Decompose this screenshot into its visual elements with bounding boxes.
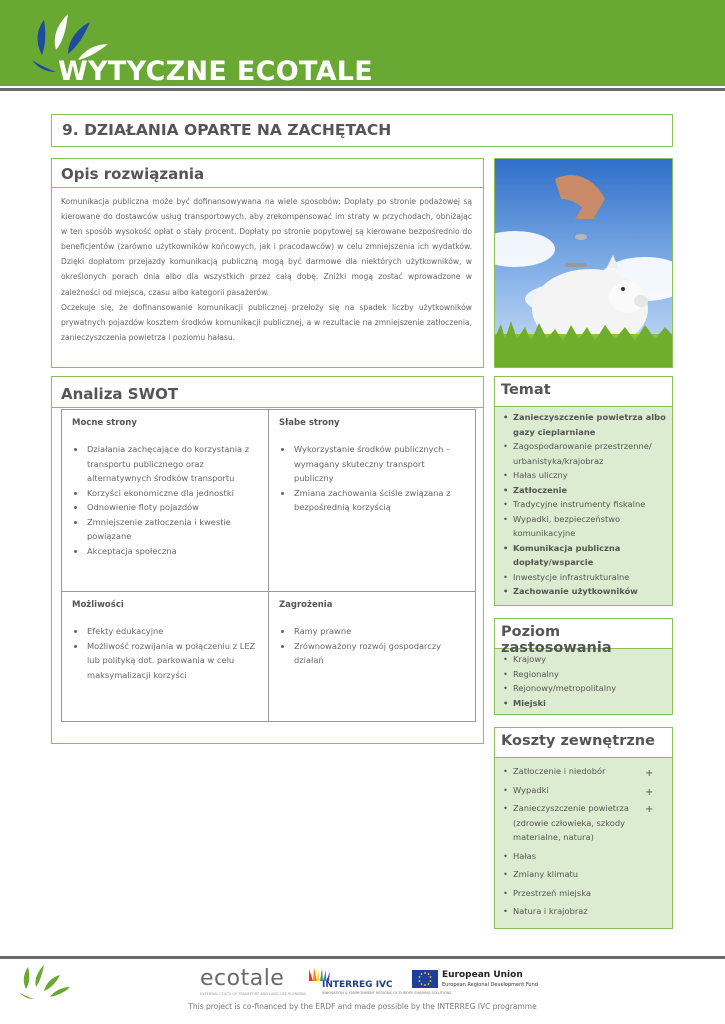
list-item: • Zmiana zachowania ściśle związana z bezpośrednią korzyścią (293, 486, 465, 515)
list-item: • Hałas (513, 849, 672, 864)
list-item: • Natura i krajobraz (513, 904, 672, 919)
swot-heading: Analiza SWOT (61, 385, 179, 403)
weaknesses-list (279, 442, 465, 515)
divider (52, 187, 483, 188)
swot-grid (61, 409, 476, 722)
list-item: • Możliwość rozwijania w połączeniu z LEZ lub polityką dot. parkowania w celu maksymalizacji korzyści (86, 639, 258, 683)
section-title: 9. DZIAŁANIA OPARTE NA ZACHĘTACH (51, 114, 673, 147)
application-level-panel (494, 618, 673, 715)
plus-icon: + (645, 768, 654, 779)
description-paragraph: Oczekuje się, że dofinansowanie komunikacji publicznej przełoży się na spadek liczby użytkowników prywatnych pojazdów kosztem środków komunikacji publicznej, a w rezultacie na zmniejszenie zatłoczenia, zanieczyszczenia powietrza i poziomu hałasu. (61, 302, 472, 342)
list-item: • Akceptacja społeczna (86, 544, 258, 559)
description-paragraph: Komunikacja publiczna może być dofinansowywana na wiele sposobów: Dopłaty po stronie podażowej są kierowane do dostawców usług transportowych, aby zrekompensować im straty w przychodach, obniżając w ten sposób wysokość opłat o stały procent. Dopłaty po stronie popytowej są kierowane bezpośrednio do beneficjentów (zarówno użytkowników końcowych, jak i pracodawców) w celu zmniejszenia ich wydatków. Dzięki dopłatom przejazdy komunikacją publiczną mogą być darmowe dla niektórych użytkowników, w określonych porach dnia albo dla wszystkich przez całą dobę. Zniżki mogą zostać wprowadzone w zależności od miejsca, czasu albo kategorii pasażerów. (61, 197, 472, 297)
topic-panel (494, 376, 673, 606)
list-item: • Inwestycje infrastrukturalne (513, 570, 672, 585)
strengths-cell (62, 410, 268, 591)
list-item: • Zatłoczenie i niedobór (513, 764, 672, 779)
divider (52, 407, 483, 408)
list-item: • Korzyści ekonomiczne dla jednostki (86, 486, 258, 501)
list-item: • Miejski (513, 696, 672, 711)
list-item: • Regionalny (513, 667, 672, 682)
list-item: • Hałas uliczny (513, 468, 672, 483)
strengths-list (72, 442, 258, 558)
application-level-heading: Poziom zastosowania (495, 619, 672, 649)
opportunities-title: Możliwości (72, 600, 124, 610)
list-item: • Rejonowy/metropolitalny (513, 681, 672, 696)
description-heading: Opis rozwiązania (61, 165, 205, 183)
eu-title: European Union (442, 970, 523, 980)
ecotale-tagline: EXTERNAL COSTS OF TRANSPORT AND LAND-USE PLANNING (200, 992, 307, 996)
list-item: • Zagospodarowanie przestrzenne/ urbanistyka/krajobraz (513, 439, 672, 468)
list-item: • Zanieczyszczenie powietrza albo gazy cieplarniane (513, 410, 672, 439)
list-item: • Ramy prawne (293, 624, 465, 639)
application-level-list (495, 649, 672, 710)
list-item: • Przestrzeń miejska (513, 886, 672, 901)
description-text (61, 194, 472, 345)
list-item: • Efekty edukacyjne (86, 624, 258, 639)
list-item: • Zmniejszenie zatłoczenia i kwestie powiązane (86, 515, 258, 544)
plus-icon: + (645, 787, 654, 798)
document-title: WYTYCZNE ECOTALE (58, 56, 374, 87)
plus-icon: + (645, 804, 654, 815)
list-item: • Działania zachęcające do korzystania z transportu publicznego oraz alternatywnych środków transportu (86, 442, 258, 486)
list-item: • Zrównoważony rozwój gospodarczy działań (293, 639, 465, 668)
external-costs-panel (494, 727, 673, 929)
threats-list (279, 624, 465, 668)
interreg-tagline: INNOVATION & ENVIRONMENT REGIONS OF EUROPE SHARING SOLUTIONS (322, 991, 452, 995)
eu-flag-icon (412, 970, 438, 988)
opportunities-cell (62, 592, 268, 722)
list-item: • Komunikacja publiczna dopłaty/wsparcie (513, 541, 672, 570)
list-item: • Wykorzystanie środków publicznych – wymagany skuteczny transport publiczny (293, 442, 465, 486)
opportunities-list (72, 624, 258, 682)
leaves-logo-icon (20, 965, 70, 999)
interreg-logo-text: INTERREG IVC (322, 980, 393, 990)
external-costs-list (495, 758, 672, 919)
weaknesses-title: Słabe strony (279, 418, 340, 428)
piggy-bank-illustration-icon (495, 159, 673, 368)
header-bar (0, 0, 725, 86)
topic-list (495, 407, 672, 599)
external-costs-heading: Koszty zewnętrzne (495, 728, 672, 758)
list-item: • Zatłoczenie (513, 483, 672, 498)
list-item: • Zachowanie użytkowników (513, 584, 672, 599)
list-item: • Odnowienie floty pojazdów (86, 500, 258, 515)
threats-cell (269, 592, 475, 722)
footer-divider (0, 956, 725, 959)
list-item: • Wypadki, bezpieczeństwo komunikacyjne (513, 512, 672, 541)
list-item: • Wypadki (513, 783, 672, 798)
list-item: • Tradycyjne instrumenty fiskalne (513, 497, 672, 512)
list-item: • Zmiany klimatu (513, 867, 672, 882)
swot-panel (51, 376, 484, 744)
eu-subtitle: European Regional Development Fund (442, 982, 538, 988)
header-divider (0, 88, 725, 91)
list-item: • Krajowy (513, 652, 672, 667)
weaknesses-cell (269, 410, 475, 591)
description-panel (51, 158, 484, 368)
list-item: • Zanieczyszczenie powietrza (zdrowie człowieka, szkody materialne, natura) (513, 801, 643, 845)
piggy-bank-photo (494, 158, 673, 368)
funding-note: This project is co-financed by the ERDF and made possible by the INTERREG IVC programme (188, 1002, 537, 1011)
topic-heading: Temat (495, 377, 672, 407)
ecotale-logo: ecotale (200, 966, 285, 991)
strengths-title: Mocne strony (72, 418, 137, 428)
threats-title: Zagrożenia (279, 600, 333, 610)
